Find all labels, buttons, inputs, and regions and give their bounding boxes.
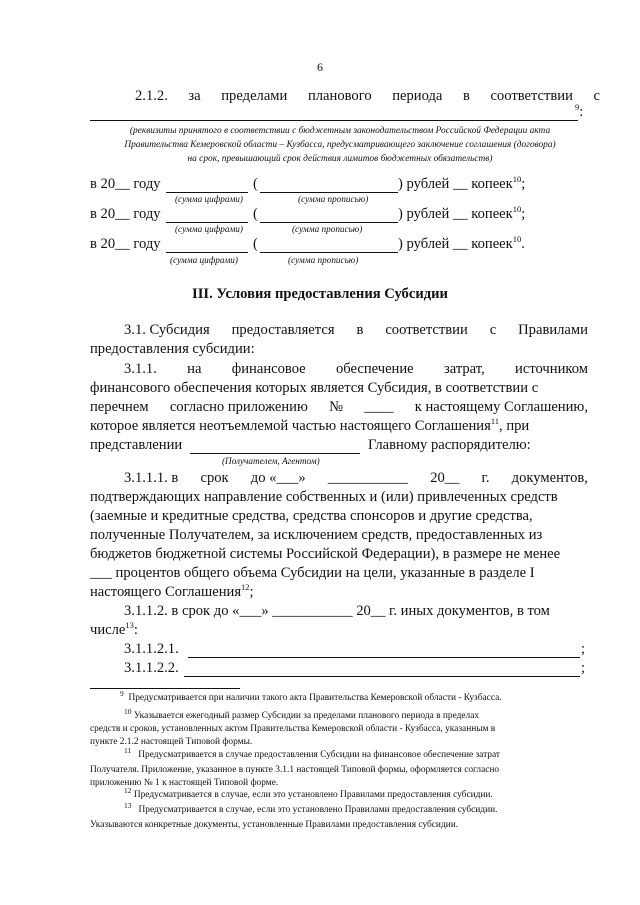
word: Правилами <box>518 322 588 338</box>
digits-caption: (сумма цифрами) <box>175 194 243 204</box>
footnote-9: $^9$ Предусматривается при наличии такого акта Правительства Кемеровской области - Кузбасса. <box>120 688 502 703</box>
amount-digits-blank <box>166 222 248 223</box>
paren-open: ( <box>253 236 258 252</box>
clause-3-1-line1 <box>124 322 588 339</box>
sub-item-blank <box>188 657 580 658</box>
amount-row-2-suffix: ) рублей __ копеек$^{10}$; <box>398 204 526 222</box>
words-caption: (сумма прописью) <box>298 194 369 204</box>
sub-item-blank <box>184 676 580 677</box>
word: финансовое <box>231 361 306 377</box>
footnote-11-line2: Получателя. Приложение, указанное в пункте 3.1.1 настоящей Типовой формы, оформляется согласно <box>90 765 500 775</box>
word: в <box>462 88 470 104</box>
amount-digits-blank <box>166 252 248 253</box>
footnote-13-line1: $^{13}$ Предусматривается в случае, если это установлено Правилами предоставления субсидии. <box>124 800 498 815</box>
page-number: 6 <box>317 60 323 74</box>
amount-row-1-suffix: ) рублей __ копеек$^{10}$; <box>398 174 526 192</box>
digits-caption: (сумма цифрами) <box>175 224 243 234</box>
word: обеспечение <box>335 361 414 377</box>
word: 20__ <box>430 470 460 486</box>
words-caption: (сумма прописью) <box>292 224 363 234</box>
sub-item-end: ; <box>581 641 586 657</box>
clause-3-1-1-line4: которое является неотъемлемой частью настоящего Соглашения$^{11}$, при <box>90 416 530 434</box>
word: за <box>188 88 201 104</box>
amount-row-3-prefix: в 20__ году <box>90 236 161 252</box>
recipient-caption: (Получателем, Агентом) <box>222 456 320 466</box>
amount-digits-blank <box>166 192 248 193</box>
clause-3-1-1-1-line3: (заемные и кредитные средства, средства спонсоров и другие средства, <box>90 508 533 524</box>
footnote-ref-9: $^9$: <box>575 102 584 120</box>
sub-item-label: 3.1.1.2.2. <box>124 660 179 676</box>
clause-3-1-1-1-line2: подтверждающих направление собственных и (или) привлеченных средств <box>90 489 558 505</box>
clause-3-1-1-line2: финансового обеспечения которых является Субсидия, в соответствии с <box>90 380 539 396</box>
clause-3-1-1-1-line6: ___ процентов общего объема Субсидии на цели, указанные в разделе I <box>90 565 535 581</box>
amount-row-3-suffix: ) рублей __ копеек$^{10}$. <box>398 234 525 252</box>
word: 3.1.1.1. в <box>124 470 179 486</box>
footnote-13-line2: Указываются конкретные документы, установленные Правилами предоставления субсидии. <box>90 820 459 830</box>
clause-3-1-1-line5-left: представлении <box>90 437 183 453</box>
amount-words-blank <box>260 252 398 253</box>
clause-3-1-1-1-line4: полученные Получателем, за исключением средств, предоставленных из <box>90 527 543 543</box>
note-line: (реквизиты принятого в соответствии с бюджетным законодательством Российской Федерации акта <box>129 126 551 136</box>
word: источником <box>515 361 588 377</box>
clause-3-1-line2: предоставления субсидии: <box>90 341 255 357</box>
clause-3-1-1-line5-right: Главному распорядителю: <box>368 437 531 453</box>
word: срок <box>200 470 229 486</box>
word: № <box>329 399 344 415</box>
digits-caption: (сумма цифрами) <box>170 255 238 265</box>
word: до «___» <box>250 470 306 486</box>
word: согласно приложению <box>169 399 308 415</box>
amount-words-blank <box>260 222 398 223</box>
word: к настоящему Соглашению, <box>414 399 588 415</box>
word: в <box>356 322 364 338</box>
amount-words-blank <box>260 192 398 193</box>
word: с <box>593 88 600 104</box>
blank-line <box>90 120 578 121</box>
word: на <box>187 361 202 377</box>
clause-3-1-1-2-line1: 3.1.1.2. в срок до «___» ___________ 20__ г. иных документов, в том <box>124 603 550 619</box>
word: соответствии <box>385 322 468 338</box>
sub-item-end: ; <box>581 660 586 676</box>
recipient-blank <box>190 453 360 454</box>
word: планового <box>307 88 372 104</box>
clause-3-1-1-1-line1 <box>124 470 588 487</box>
clause-2-1-2-line1 <box>135 88 600 105</box>
footnote-10-line3: пункте 2.1.2 настоящей Типовой формы. <box>90 737 253 747</box>
clause-3-1-1-line3 <box>90 399 588 416</box>
paren-open: ( <box>253 206 258 222</box>
footnote-11-line3: приложению № 1 к настоящей Типовой форме. <box>90 778 279 788</box>
clause-3-1-1-2-line2: числе$^{13}$: <box>90 620 138 638</box>
paren-open: ( <box>253 176 258 192</box>
section-heading: III. Условия предоставления Субсидии <box>192 286 448 302</box>
clause-3-1-1-1-line5: бюджетов бюджетной системы Российской Федерации), в размере не менее <box>90 546 561 562</box>
word: 3.1. Субсидия <box>124 322 210 338</box>
word: предоставляется <box>231 322 335 338</box>
word: с <box>489 322 497 338</box>
amount-row-2-prefix: в 20__ году <box>90 206 161 222</box>
word: г. <box>481 470 490 486</box>
clause-3-1-1-line1 <box>124 361 588 378</box>
word: затрат, <box>443 361 485 377</box>
footnote-10-line1: $^{10}$ Указывается ежегодный размер Субсидии за пределами планового периода в пределах <box>124 706 480 721</box>
footnote-12: $^{12}$ Предусматривается в случае, если это установлено Правилами предоставления субсидии. <box>124 785 493 800</box>
sub-item-label: 3.1.1.2.1. <box>124 641 179 657</box>
clause-3-1-1-1-line7: настоящего Соглашения$^{12}$; <box>90 582 254 600</box>
word: 3.1.1. <box>124 361 157 377</box>
word: ____ <box>364 399 394 415</box>
word: перечнем <box>90 399 149 415</box>
note-line: Правительства Кемеровской области – Кузбасса, предусматривающего заключение соглашения (договора) <box>124 140 556 150</box>
word: ___________ <box>327 470 409 486</box>
footnote-11-line1: $^{11}$ Предусматривается в случае предоставления Субсидии на финансовое обеспечение затрат <box>124 745 501 760</box>
clause-2-1-2-note <box>60 124 620 166</box>
amount-row-1-prefix: в 20__ году <box>90 176 161 192</box>
words-caption: (сумма прописью) <box>288 255 359 265</box>
word: соответствии <box>490 88 573 104</box>
clause-number: 2.1.2. <box>135 88 168 104</box>
word: периода <box>392 88 443 104</box>
footnote-separator <box>90 688 240 689</box>
footnote-10-line2: средств и сроков, установленных актом Правительства Кемеровской области - Кузбасса, указанным в <box>90 724 496 734</box>
word: документов, <box>511 470 588 486</box>
note-line: на срок, превышающий срок действия лимитов бюджетных обязательств) <box>187 154 493 164</box>
word: пределами <box>221 88 288 104</box>
